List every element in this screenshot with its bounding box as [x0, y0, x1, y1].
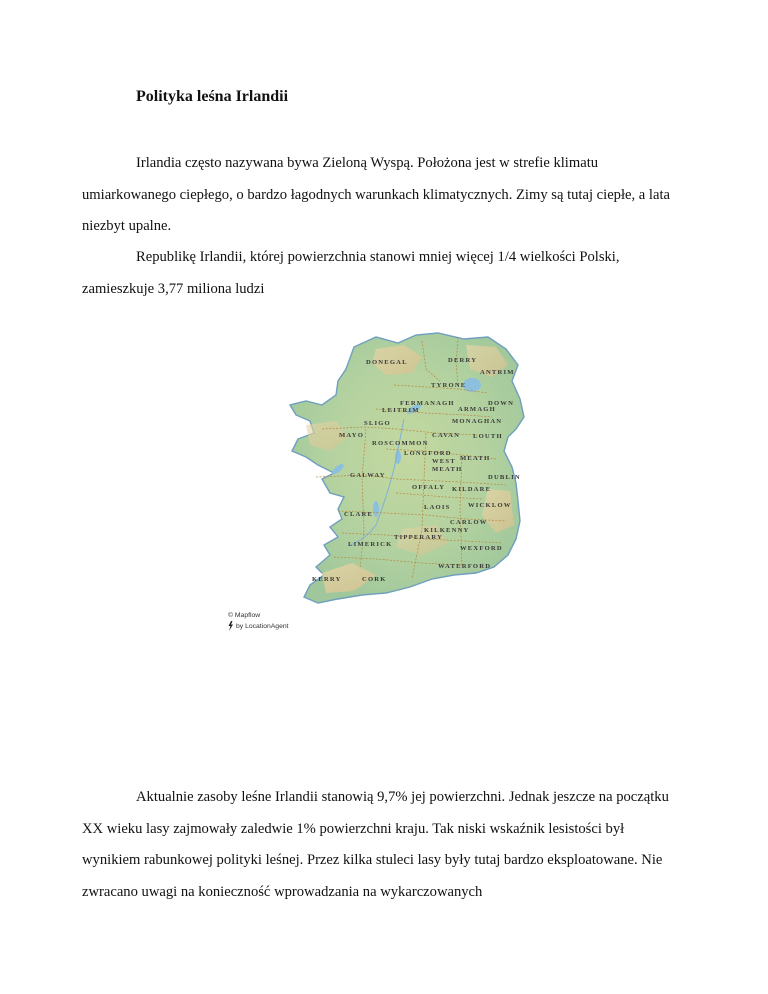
- county-label-monaghan: MONAGHAN: [452, 418, 503, 425]
- county-label-westmeath: MEATH: [432, 466, 463, 473]
- county-label-roscommon: ROSCOMMON: [372, 440, 429, 447]
- ireland-map: [226, 329, 588, 631]
- county-label-kerry: KERRY: [312, 576, 342, 583]
- county-label-fermanagh: FERMANAGH: [400, 400, 455, 407]
- county-label-cork: CORK: [362, 576, 387, 583]
- county-label-antrim: ANTRIM: [480, 369, 515, 376]
- county-label-longford: LONGFORD: [404, 450, 452, 457]
- county-label-waterford: WATERFORD: [438, 563, 492, 570]
- county-label-louth: LOUTH: [473, 433, 503, 440]
- county-label-meath: MEATH: [460, 455, 491, 462]
- county-label-limerick: LIMERICK: [348, 541, 393, 548]
- county-label-down: DOWN: [488, 400, 515, 407]
- map-credit-locationagent: by LocationAgent: [236, 623, 289, 630]
- county-label-wexford: WEXFORD: [460, 545, 503, 552]
- county-label-carlow: CARLOW: [450, 519, 488, 526]
- county-label-tipperary: TIPPERARY: [394, 534, 444, 541]
- county-label-kildare: KILDARE: [452, 486, 492, 493]
- document-title: Polityka leśna Irlandii: [136, 88, 289, 105]
- paragraph-climate: Irlandia często nazywana bywa Zieloną Wyspą. Położona jest w strefie klimatu umiarkowanego ciepłego, o bardzo łagodnych warunkach klimatycznych. Zimy są tutaj ciepłe, a lata niezbyt upalne.: [82, 155, 670, 234]
- county-label-tyrone: TYRONE: [431, 382, 467, 389]
- paragraph-forest-resources: Aktualnie zasoby leśne Irlandii stanowią 9,7% jej powierzchni. Jednak jeszcze na początku XX wieku lasy zajmowały zaledwie 1% powierzchni kraju. Tak niski wskaźnik lesistości był wynikiem rabunkowej polityki leśnej. Przez kilka stuleci lasy były tutaj bardzo eksploatowane. Nie zwracano uwagi na konieczność wprowadzania na wykarczowanych: [82, 789, 669, 900]
- paragraph-population: Republikę Irlandii, której powierzchnia stanowi mniej więcej 1/4 wielkości Polski, zamieszkuje 3,77 miliona ludzi: [82, 249, 620, 297]
- county-label-leitrim: LEITRIM: [382, 407, 420, 414]
- lough-derg: [373, 501, 379, 517]
- ireland-map-graphic: [226, 329, 588, 631]
- county-label-donegal: DONEGAL: [366, 359, 408, 366]
- county-label-galway: GALWAY: [350, 472, 386, 479]
- county-label-west: WEST: [432, 458, 456, 465]
- county-label-laois: LAOIS: [424, 504, 451, 511]
- county-label-mayo: MAYO: [339, 432, 365, 439]
- county-label-armagh: ARMAGH: [458, 406, 496, 413]
- county-label-derry: DERRY: [448, 357, 478, 364]
- county-label-offaly: OFFALY: [412, 484, 446, 491]
- county-label-kilkenny: KILKENNY: [424, 527, 470, 534]
- county-label-dublin: DUBLIN: [488, 474, 521, 481]
- map-credit-mapflow: © Mapflow: [228, 612, 261, 619]
- lightning-icon: [229, 621, 234, 631]
- county-label-cavan: CAVAN: [432, 432, 461, 439]
- county-label-wicklow: WICKLOW: [468, 502, 512, 509]
- county-label-clare: CLARE: [344, 511, 374, 518]
- county-label-sligo: SLIGO: [364, 420, 391, 427]
